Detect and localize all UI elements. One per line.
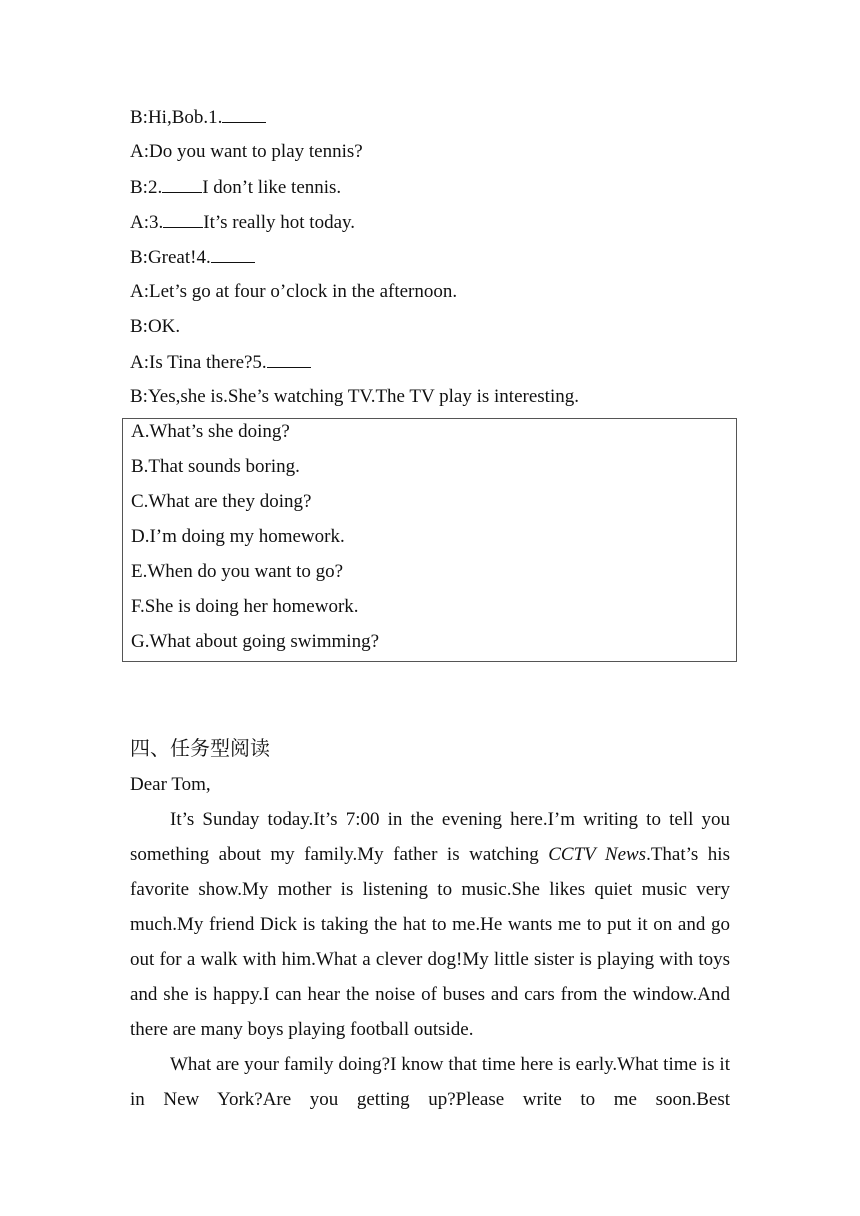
option-d: D.I’m doing my homework.: [131, 526, 345, 547]
dialogue-line-9: [130, 385, 579, 409]
letter-paragraph-1: [130, 802, 730, 1047]
dialogue-text: A:3.: [130, 212, 164, 233]
section-title: 四、任务型阅读: [130, 736, 270, 760]
dialogue-line-2: [130, 140, 363, 164]
option-e: E.When do you want to go?: [131, 561, 344, 582]
letter-paragraph-2: What are your family doing?I know that time here is early.What time is it in New York?Are you getting up?Please write to me soon.Best: [130, 1054, 730, 1110]
dialogue-text: I don’t like tennis.: [202, 177, 342, 198]
dialogue-line-4: [130, 210, 355, 235]
options-box: [122, 418, 737, 662]
letter-salutation: Dear Tom,: [130, 774, 211, 795]
option-a: A.What’s she doing?: [131, 421, 290, 442]
letter-text: .That’s his favorite show.My mother is listening to music.She likes quiet music very much.My friend Dick is taking the hat to me.He wants me to put it on and go out for a walk with him.What a clever dog!My little sister is playing with toys and she is happy.I can hear the noise of buses and cars from the window.And there are many boys playing football outside.: [130, 844, 730, 1040]
dialogue-text: B:Yes,she is.She’s watching TV.The TV play is interesting.: [130, 386, 579, 407]
dialogue-text: B:2.: [130, 177, 163, 198]
dialogue-line-7: [130, 315, 180, 339]
option-c: C.What are they doing?: [131, 491, 312, 512]
dialogue-line-1: [130, 105, 266, 130]
dialogue-line-5: [130, 245, 255, 270]
dialogue-text: It’s really hot today.: [203, 212, 356, 233]
dialogue-text: B:Hi,Bob.1.: [130, 107, 223, 128]
dialogue-text: A:Let’s go at four o’clock in the afternoon.: [130, 281, 458, 302]
answer-blank-2[interactable]: [162, 175, 202, 193]
dialogue-text: B:OK.: [130, 316, 181, 337]
answer-blank-4[interactable]: [211, 245, 255, 263]
dialogue-text: A:Is Tina there?5.: [130, 352, 267, 373]
dialogue-line-3: [130, 175, 341, 200]
answer-blank-3[interactable]: [163, 210, 203, 228]
dialogue-text: B:Great!4.: [130, 247, 211, 268]
option-f: F.She is doing her homework.: [131, 596, 359, 617]
option-b: B.That sounds boring.: [131, 456, 300, 477]
tv-show-title: CCTV News: [548, 844, 647, 865]
option-g: G.What about going swimming?: [131, 631, 380, 652]
dialogue-line-8: [130, 350, 311, 375]
answer-blank-5[interactable]: [267, 350, 311, 368]
answer-blank-1[interactable]: [222, 105, 266, 123]
dialogue-line-6: [130, 280, 457, 304]
dialogue-text: A:Do you want to play tennis?: [130, 141, 363, 162]
letter-text: It’s Sunday today.It’s 7:00 in the evening here.I’m writing to tell you something about my family.My father is watching: [130, 809, 730, 865]
